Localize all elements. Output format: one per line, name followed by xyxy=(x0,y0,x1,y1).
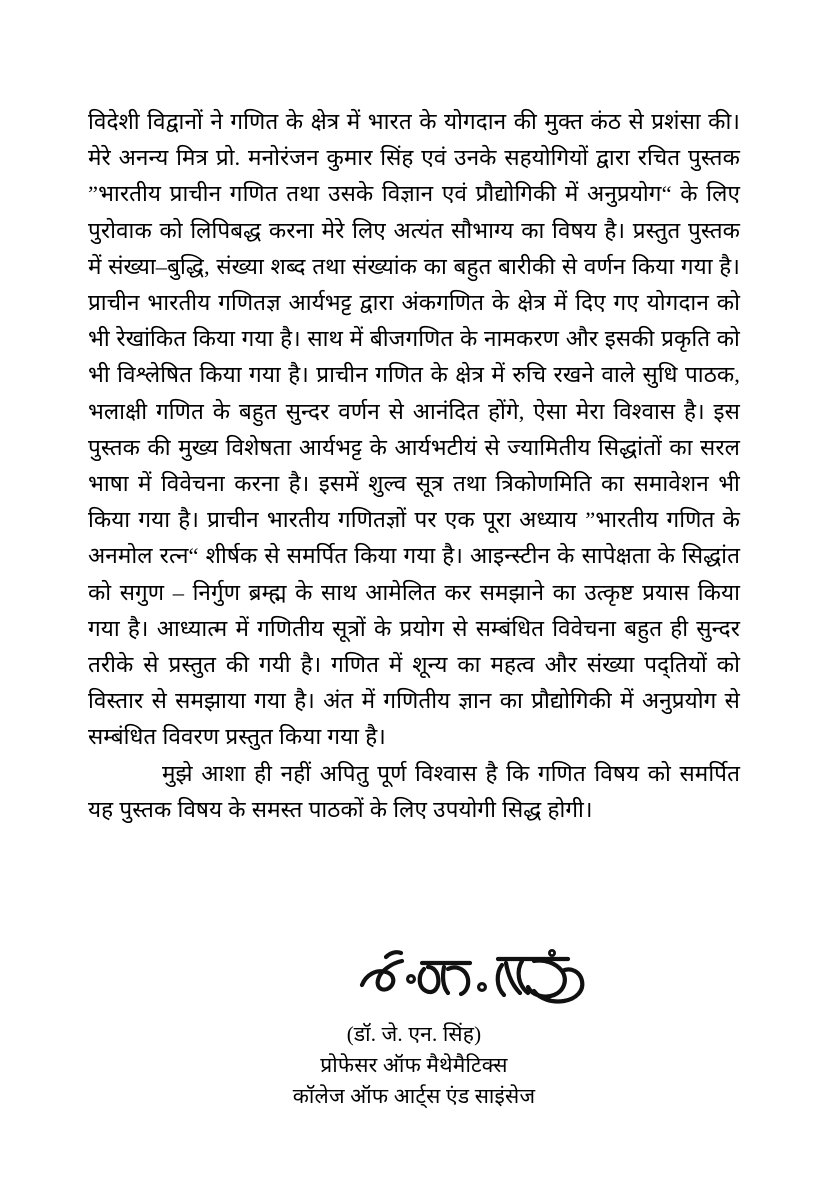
signatory-designation: प्रोफेसर ऑफ मैथेमैटिक्स xyxy=(320,1053,508,1077)
signature-block xyxy=(88,945,740,1112)
paragraph-2: मुझे आशा ही नहीं अपितु पूर्ण विश्वास है कि गणित विषय को समर्पित यह पुस्तक विषय के समस्त पाठकों के लिए उपयोगी सिद्ध होगी। xyxy=(88,760,740,822)
paragraph-1: विदेशी विद्वानों ने गणित के क्षेत्र में भारत के योगदान की मुक्त कंठ से प्रशंसा की। मेरे अनन्य मित्र प्रो. मनोरंजन कुमार सिंह एवं उनके सहयोगियों द्वारा रचित पुस्तक ”भारतीय प्राचीन गणित तथा उसके विज्ञान एवं प्रौद्योगिकी में अनुप्रयोग“ के लिए पुरोवाक को लिपिबद्ध करना मेरे लिए अत्यंत सौभाग्य का विषय है। प्रस्तुत पुस्तक में संख्या–बुद्धि, संख्या शब्द तथा संख्यांक का बहुत बारीकी से वर्णन किया गया है। प्राचीन भारतीय गणितज्ञ आर्यभट्ट द्वारा अंकगणित के क्षेत्र में दिए गए योगदान को भी रेखांकित किया गया है। साथ में बीजगणित के नामकरण और इसकी प्रकृति को भी विश्लेषित किया गया है। प्राचीन गणित के क्षेत्र में रुचि रखने वाले सुधि पाठक, भलाक्षी गणित के बहुत सुन्दर वर्णन से आनंदित होंगे, ऐसा मेरा विश्वास है। इस पुस्तक की मुख्य विशेषता आर्यभट्ट के आर्यभटीयं से ज्यामितीय सिद्धांतों का सरल भाषा में विवेचना करना है। इसमें शुल्व सूत्र तथा त्रिकोणमिति का समावेशन भी किया गया है। प्राचीन भारतीय गणितज्ञों पर एक पूरा अध्याय ”भारतीय गणित के अनमोल रत्न“ शीर्षक से समर्पित किया गया है। आइन्स्टीन के सापेक्षता के सिद्धांत को सगुण – निर्गुण ब्रम्ह्म के साथ आमेलित कर समझाने का उत्कृष्ट प्रयास किया गया है। आध्यात्म में गणितीय सूत्रों के प्रयोग से सम्बंधित विवेचना बहुत ही सुन्दर तरीके से प्रस्तुत की गयी है। गणित में शून्य का महत्व और संख्या पद्तियों को विस्तार से समझाया गया है। अंत में गणितीय ज्ञान का प्रौद्योगिकी में अनुप्रयोग से सम्बंधित विवरण प्रस्तुत किया गया है। xyxy=(88,109,740,750)
signatory-institution: कॉलेज ऑफ आर्ट्स एंड साइंसेज xyxy=(292,1084,536,1108)
handwritten-signature-icon xyxy=(356,945,616,1017)
document-body xyxy=(88,104,740,828)
signatory-name: (डॉ. जे. एन. सिंह) xyxy=(346,1022,482,1046)
